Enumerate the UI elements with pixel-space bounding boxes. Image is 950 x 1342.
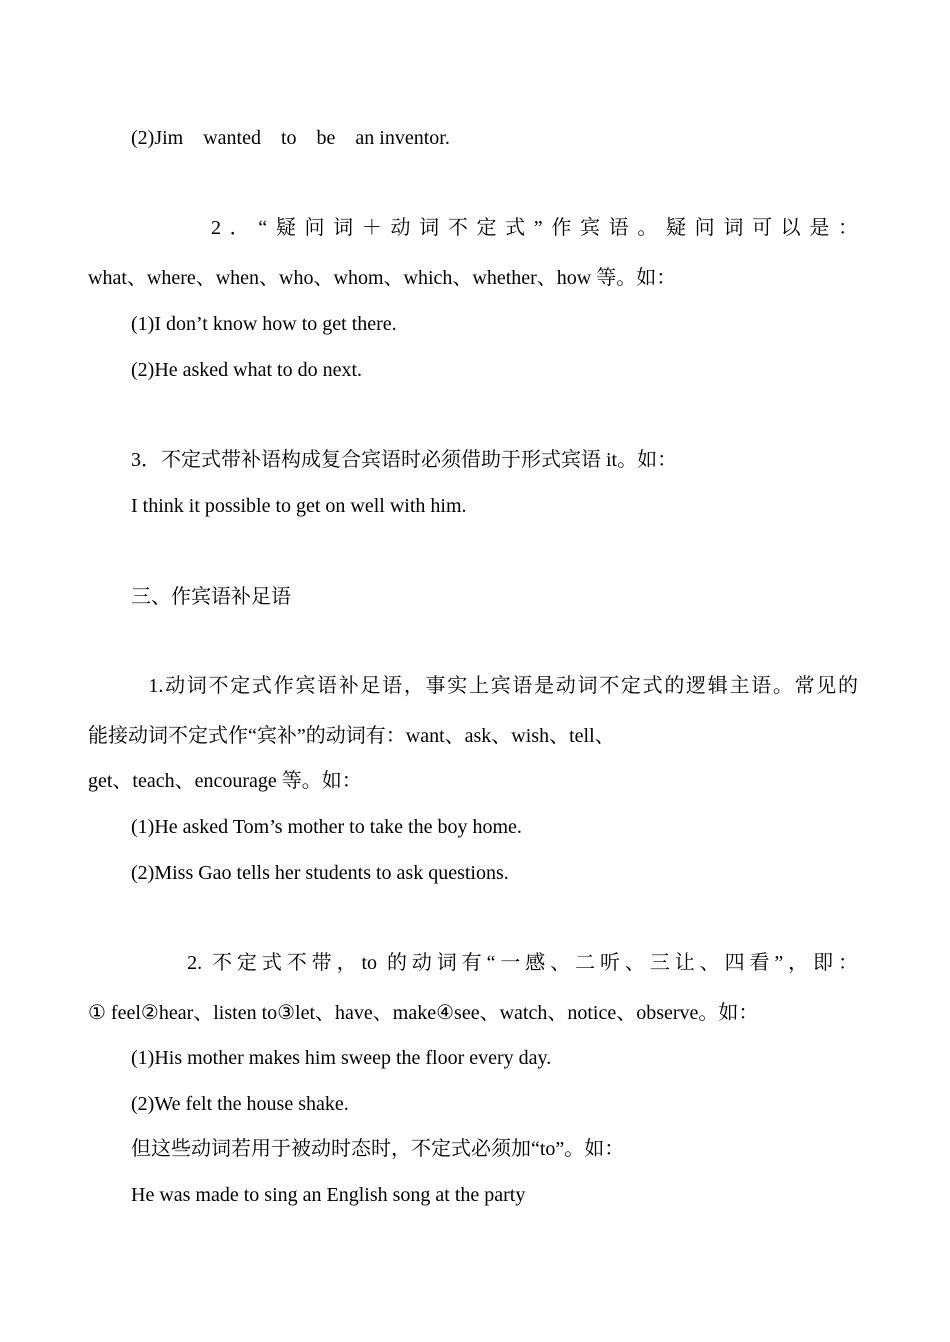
rule-2-question-words: what、where、when、who、whom、which、whether、how 等。如： xyxy=(88,267,677,289)
example-house-shake: (2)We felt the house shake. xyxy=(131,1093,349,1115)
rule-1-complement-paragraph: 1.动词不定式作宾语补足语，事实上宾语是动词不定式的逻辑主语。常见的 xyxy=(88,675,858,697)
rule-3-heading: 3．不定式带补语构成复合宾语时必须借助于形式宾语 it。如： xyxy=(131,449,678,471)
section-heading-object-complement: 三、作宾语补足语 xyxy=(131,586,291,608)
example-miss-gao: (2)Miss Gao tells her students to ask questions. xyxy=(131,862,509,884)
example-what-to-do-next: (2)He asked what to do next. xyxy=(131,359,363,381)
example-sweep-the-floor: (1)His mother makes him sweep the floor every day. xyxy=(131,1047,552,1069)
rule-1-verb-list: 能接动词不定式作“宾补”的动词有：want、ask、wish、tell、 xyxy=(88,725,615,747)
rule-1-verb-list-continued: get、teach、encourage 等。如： xyxy=(88,770,362,792)
example-toms-mother: (1)He asked Tom’s mother to take the boy home. xyxy=(131,816,522,838)
rule-2-verb-list: ① feel②hear、listen to③let、have、make④see、watch、notice、observe。如： xyxy=(88,1002,759,1024)
example-think-it-possible: I think it possible to get on well with him. xyxy=(131,495,467,517)
example-jim-inventor: (2)Jim wanted to be an inventor. xyxy=(131,127,450,149)
passive-note: 但这些动词若用于被动时态时，不定式必须加“to”。如： xyxy=(131,1138,625,1160)
rule-2-heading: 2．“疑问词＋动词不定式”作宾语。疑问词可以是： xyxy=(88,217,858,239)
example-how-to-get-there: (1)I don’t know how to get there. xyxy=(131,313,397,335)
example-made-to-sing: He was made to sing an English song at the party xyxy=(131,1184,526,1206)
rule-2-bare-infinitive-heading: 2. 不定式不带，to 的动词有“一感、二听、三让、四看”，即： xyxy=(88,952,858,974)
